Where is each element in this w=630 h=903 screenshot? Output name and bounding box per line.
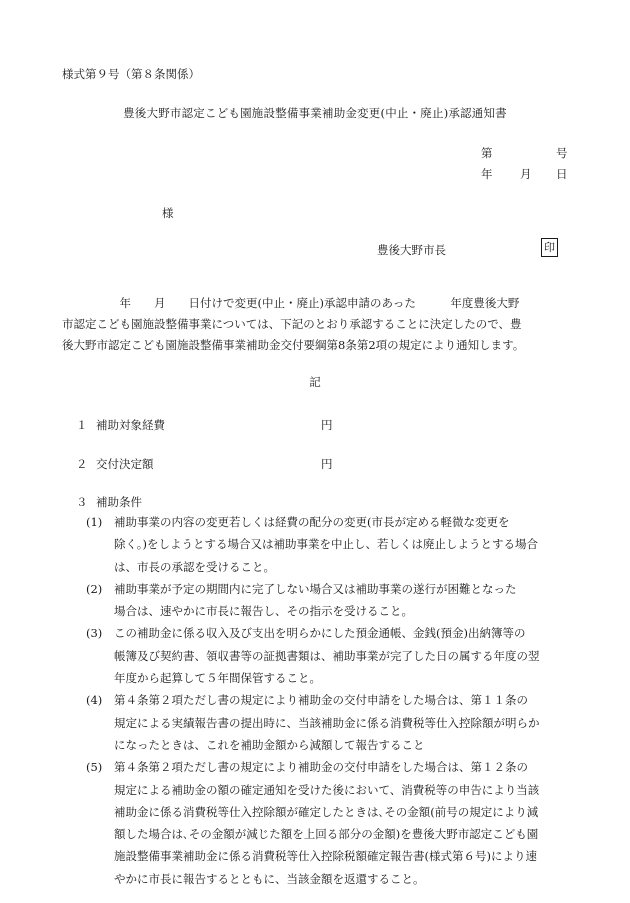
condition-line: やかに市長に報告するとともに、当該金額を返還すること。 (114, 871, 425, 886)
document-number-suffix: 号 (556, 146, 568, 160)
condition-line: 補助事業の内容の変更若しくは経費の配分の変更(市長が定める軽微な変更を (114, 515, 510, 529)
conditions-list (86, 511, 572, 890)
condition-line: 場合は、速やかに市長に報告し、その指示を受けること。 (114, 604, 413, 619)
condition-line: 額した場合は､その金額が減じた額を上回る部分の金額)を豊後大野市認定こども園 (114, 827, 539, 842)
condition-item (86, 578, 572, 623)
condition-line: は、市長の承認を受けること。 (114, 559, 275, 574)
document-number-label: 第 (481, 146, 493, 160)
date-year: 年 (481, 167, 493, 181)
item-number: ３ (76, 495, 88, 509)
condition-number: (4) (86, 693, 103, 708)
condition-line: 施設整備事業補助金に係る消費税等仕入控除税額確定報告書(様式第６号)により速 (114, 849, 537, 864)
condition-line: 年度から起算して５年間保管すること。 (114, 671, 321, 686)
item-label-subsidy-target-cost: 補助対象経費 (96, 418, 165, 432)
item-label-subsidy-conditions: 補助条件 (96, 495, 142, 509)
ki-heading: 記 (309, 375, 321, 389)
condition-line: 第４条第２項ただし書の規定により補助金の交付申請をした場合は、第１１条の (114, 693, 528, 708)
addressee-honorific: 様 (162, 206, 174, 220)
condition-number: (2) (86, 581, 103, 596)
date-month: 月 (520, 167, 532, 181)
body-line: 後大野市認定こども園施設整備事業補助金交付要綱第8条第2項の規定により通知します。 (62, 338, 525, 352)
seal-mark: 印 (541, 238, 558, 257)
item-label-grant-amount: 交付決定額 (96, 457, 154, 471)
condition-line: 規定による実績報告書の提出時に、当該補助金に係る消費税等仕入控除額が明らか (114, 715, 540, 730)
issuer-name: 豊後大野市長 (377, 243, 446, 257)
body-line: 年 月 日付けで変更(中止・廃止)承認申請のあった 年度豊後大野 (62, 296, 520, 310)
condition-line: 補助事業が予定の期間内に完了しない場合又は補助事業の遂行が困難となった (114, 581, 517, 596)
notice-body (62, 293, 572, 356)
condition-line: この補助金に係る収入及び支出を明らかにした預金通帳、金銭(預金)出納簿等の (114, 626, 526, 641)
condition-line: 第４条第２項ただし書の規定により補助金の交付申請をした場合は、第１２条の (114, 760, 528, 775)
condition-line: 規定による補助金の額の確定通知を受けた後において、消費税等の申告により当該 (114, 782, 540, 797)
condition-item (86, 511, 572, 578)
condition-line: になったときは、これを補助金額から減額して報告すること (114, 737, 425, 752)
condition-item (86, 756, 572, 890)
condition-line: 除く。)をしようとする場合又は補助事業を中止し、若しくは廃止しようとする場合 (114, 537, 539, 552)
item-unit-yen: 円 (321, 418, 333, 432)
condition-item (86, 622, 572, 689)
condition-line: 補助金に係る消費税等仕入控除額が確定したときは､その金額(前号の規定により減 (114, 804, 539, 819)
item-number: １ (76, 418, 88, 432)
document-title: 豊後大野市認定こども園施設整備事業補助金変更(中止・廃止)承認通知書 (123, 106, 507, 120)
condition-number: (3) (86, 626, 103, 641)
form-number: 様式第９号（第８条関係） (62, 67, 200, 81)
condition-line: 帳簿及び契約書、領収書等の証拠書類は、補助事業が完了した日の属する年度の翌 (114, 648, 540, 663)
item-number: ２ (76, 457, 88, 471)
item-unit-yen: 円 (321, 457, 333, 471)
body-line: 市認定こども園施設整備事業については、下記のとおり承認することに決定したので、豊 (62, 317, 522, 331)
date-day: 日 (556, 167, 568, 181)
condition-item (86, 689, 572, 756)
condition-number: (1) (86, 515, 103, 529)
condition-number: (5) (86, 760, 103, 775)
